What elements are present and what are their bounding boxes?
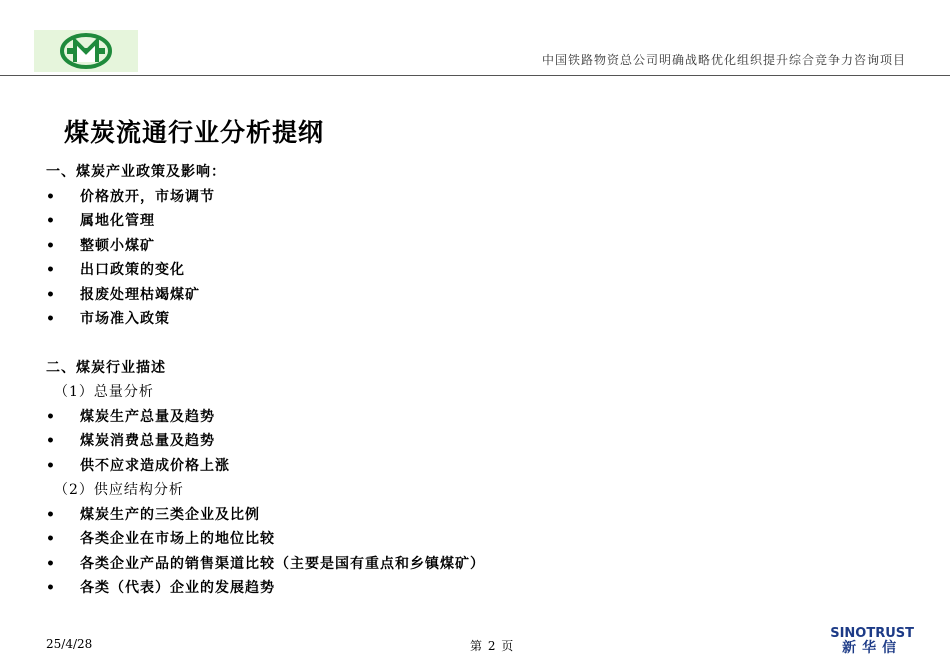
list-item <box>46 185 926 210</box>
section-heading: 二、煤炭行业描述 <box>46 359 166 376</box>
list-item-text: 各类（代表）企业的发展趋势 <box>80 580 275 596</box>
bullet-icon: • <box>46 262 56 278</box>
subsection-heading: （2）供应结构分析 <box>54 482 184 498</box>
footer-date: 25/4/28 <box>46 637 93 651</box>
bullet-icon: • <box>46 213 56 229</box>
bullet-icon: • <box>46 286 56 303</box>
list-item <box>46 405 926 430</box>
list-item <box>46 429 926 454</box>
list-item-text: 整顿小煤矿 <box>80 237 155 254</box>
list-item <box>46 527 926 552</box>
page-number: 第 2 页 <box>470 639 515 653</box>
list-item-text: 煤炭消费总量及趋势 <box>80 433 215 449</box>
list-item <box>46 552 926 577</box>
bullet-icon: • <box>46 506 56 523</box>
bullet-icon: • <box>46 555 56 572</box>
brand-name-cn: 新华信 <box>842 640 903 656</box>
list-item <box>46 234 926 259</box>
subsection-heading: （1）总量分析 <box>54 384 154 400</box>
list-item-text: 市场准入政策 <box>80 311 170 327</box>
list-item-text: 属地化管理 <box>80 213 155 229</box>
company-logo <box>34 30 138 72</box>
list-item <box>46 209 926 234</box>
list-item-text: 供不应求造成价格上涨 <box>80 457 230 474</box>
list-item-text: 各类企业在市场上的地位比较 <box>80 531 275 547</box>
bullet-icon: • <box>46 188 56 205</box>
list-item-text: 各类企业产品的销售渠道比较（主要是国有重点和乡镇煤矿） <box>80 555 485 572</box>
bullet-icon: • <box>46 457 56 474</box>
bullet-icon: • <box>46 433 56 449</box>
list-item <box>46 454 926 479</box>
bullet-icon: • <box>46 311 56 327</box>
list-item-text: 价格放开，市场调节 <box>80 188 215 205</box>
page-title: 煤炭流通行业分析提纲 <box>64 118 325 147</box>
list-item <box>46 283 926 308</box>
list-item <box>46 503 926 528</box>
header-title: 中国铁路物资总公司明确战略优化组织提升综合竞争力咨询项目 <box>541 53 906 67</box>
list-item <box>46 258 926 283</box>
bullet-icon: • <box>46 237 56 254</box>
m-logo-icon <box>59 33 113 69</box>
list-item-text: 出口政策的变化 <box>80 262 185 278</box>
list-item-text: 煤炭生产总量及趋势 <box>80 408 215 425</box>
outline <box>46 160 926 601</box>
brand-logo <box>830 627 914 656</box>
bullet-icon: • <box>46 580 56 596</box>
list-item <box>46 576 926 601</box>
list-item <box>46 307 926 332</box>
header-divider <box>0 75 950 76</box>
section-heading: 一、煤炭产业政策及影响： <box>46 164 226 180</box>
bullet-icon: • <box>46 408 56 425</box>
brand-name-en: SINOTRUST <box>830 626 914 641</box>
list-item-text: 煤炭生产的三类企业及比例 <box>80 506 260 523</box>
list-item-text: 报废处理枯竭煤矿 <box>80 286 200 303</box>
bullet-icon: • <box>46 531 56 547</box>
